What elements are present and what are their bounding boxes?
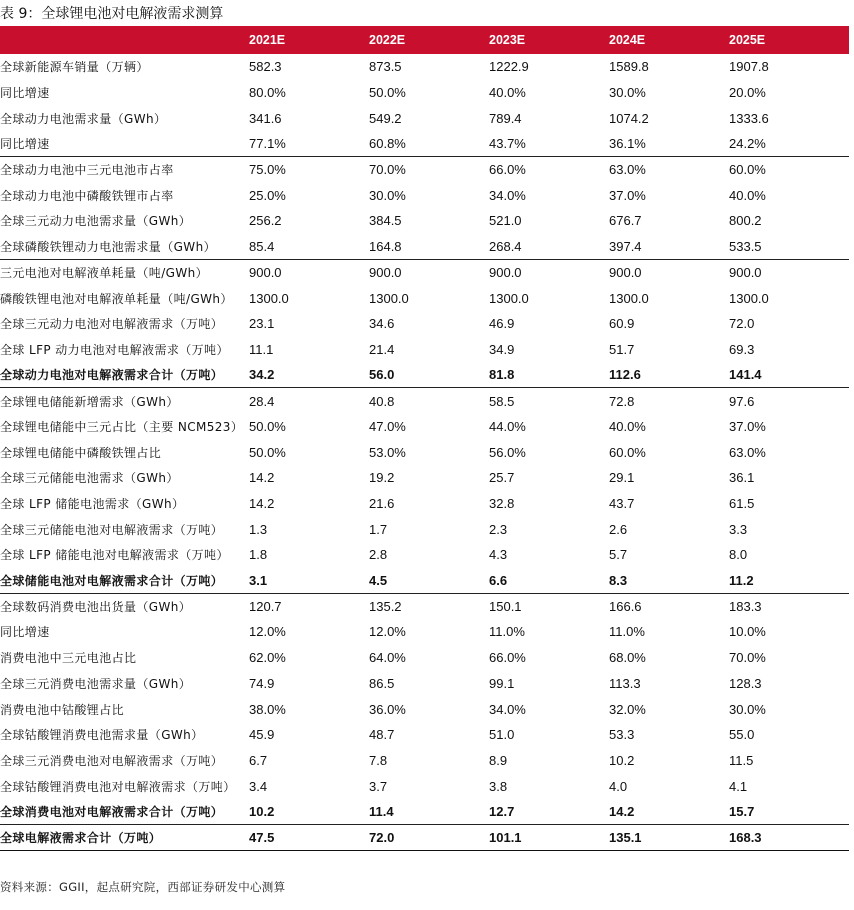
cell-value: 34.0%: [489, 701, 526, 717]
row-label: 全球三元储能电池需求（GWh）: [0, 471, 179, 486]
cell-value: 68.0%: [609, 650, 646, 666]
cell-value: 397.4: [609, 238, 642, 254]
cell-value: 37.0%: [609, 187, 646, 203]
electrolyte-demand-table: [0, 26, 849, 851]
cell-value: 112.6: [609, 367, 641, 383]
cell-value: 28.4: [249, 388, 369, 414]
row-label: 全球新能源车销量（万辆）: [0, 60, 149, 75]
table-row: [0, 105, 849, 131]
cell-value: 168.3: [729, 825, 849, 851]
cell-value: 81.8: [489, 367, 515, 383]
source-note: 资料来源：GGII，起点研究院，西部证券研发中心测算: [0, 880, 286, 894]
cell-value: 135.2: [369, 593, 489, 619]
cell-value: 3.7: [369, 778, 388, 794]
cell-value: 60.8%: [369, 136, 406, 152]
row-label: 全球锂电储能中磷酸铁锂占比: [0, 445, 162, 460]
cell-value: 12.0%: [369, 624, 406, 640]
row-label: 全球 LFP 动力电池对电解液需求（万吨）: [0, 342, 229, 357]
table-row: [0, 491, 849, 517]
table-row: [0, 696, 849, 722]
cell-value: 12.7: [489, 804, 515, 820]
table-row: [0, 131, 849, 157]
table-row: [0, 80, 849, 106]
cell-value: 789.4: [489, 110, 522, 126]
cell-value: 3.1: [249, 572, 268, 588]
cell-value: 14.2: [609, 804, 635, 820]
header-cell-2024e: 2024E: [609, 33, 646, 47]
cell-value: 60.0%: [729, 157, 849, 183]
cell-value: 341.6: [249, 110, 282, 126]
cell-value: 900.0: [249, 260, 369, 286]
cell-value: 3.4: [249, 778, 268, 794]
row-label: 全球动力电池对电解液需求合计（万吨）: [0, 368, 224, 383]
cell-value: 40.0%: [729, 187, 766, 203]
cell-value: 3.3: [729, 521, 748, 537]
table-row: [0, 234, 849, 260]
row-label: 全球动力电池中三元电池市占率: [0, 157, 249, 183]
cell-value: 50.0%: [369, 85, 406, 101]
row-label: 全球消费电池对电解液需求合计（万吨）: [0, 805, 224, 820]
cell-value: 99.1: [489, 675, 515, 691]
row-label: 全球三元消费电池需求量（GWh）: [0, 676, 192, 691]
table-row: [0, 542, 849, 568]
row-label: 全球钴酸锂消费电池对电解液需求（万吨）: [0, 779, 236, 794]
cell-value: 75.0%: [249, 157, 369, 183]
cell-value: 62.0%: [249, 650, 286, 666]
cell-value: 80.0%: [249, 85, 286, 101]
cell-value: 21.4: [369, 341, 395, 357]
header-cell-2025e: 2025E: [729, 33, 766, 47]
cell-value: 55.0: [729, 727, 755, 743]
cell-value: 8.9: [489, 752, 508, 768]
row-label: 磷酸铁锂电池对电解液单耗量（吨/GWh）: [0, 291, 233, 306]
cell-value: 5.7: [609, 547, 628, 563]
cell-value: 12.0%: [249, 624, 286, 640]
table-row: [0, 54, 849, 80]
cell-value: 1.3: [249, 521, 268, 537]
cell-value: 4.1: [729, 778, 748, 794]
cell-value: 53.3: [609, 727, 635, 743]
cell-value: 8.0: [729, 547, 748, 563]
cell-value: 1300.0: [249, 290, 289, 306]
header-cell-2021e: 2021E: [249, 33, 286, 47]
cell-value: 135.1: [609, 825, 729, 851]
row-label: 全球 LFP 储能电池对电解液需求（万吨）: [0, 548, 229, 563]
cell-value: 11.0%: [489, 624, 525, 640]
cell-value: 256.2: [249, 213, 282, 229]
table-title: 表 9：全球锂电池对电解液需求测算: [0, 6, 224, 22]
row-label: 全球三元储能电池对电解液需求（万吨）: [0, 522, 224, 537]
table-row: [0, 465, 849, 491]
table-row: [0, 157, 849, 183]
cell-value: 1300.0: [489, 290, 529, 306]
cell-value: 47.0%: [369, 418, 406, 434]
cell-value: 2.6: [609, 521, 628, 537]
table-row: [0, 182, 849, 208]
cell-value: 1300.0: [729, 290, 769, 306]
row-label: 全球锂电储能中三元占比（主要 NCM523）: [0, 419, 244, 434]
cell-value: 36.1%: [609, 136, 646, 152]
cell-value: 582.3: [249, 59, 282, 75]
row-label: 全球三元动力电池对电解液需求（万吨）: [0, 317, 224, 332]
cell-value: 60.9: [609, 316, 635, 332]
cell-value: 72.0: [729, 316, 755, 332]
table-row: [0, 439, 849, 465]
cell-value: 1222.9: [489, 59, 529, 75]
row-label: 全球 LFP 储能电池需求（GWh）: [0, 497, 185, 512]
cell-value: 11.0%: [609, 624, 645, 640]
cell-value: 1333.6: [729, 110, 769, 126]
cell-value: 40.0%: [489, 85, 526, 101]
cell-value: 38.0%: [249, 701, 286, 717]
cell-value: 43.7%: [489, 136, 526, 152]
cell-value: 63.0%: [609, 157, 729, 183]
cell-value: 44.0%: [489, 418, 526, 434]
cell-value: 800.2: [729, 213, 762, 229]
cell-value: 50.0%: [249, 444, 286, 460]
cell-value: 900.0: [369, 260, 489, 286]
cell-value: 34.6: [369, 316, 395, 332]
cell-value: 48.7: [369, 727, 395, 743]
cell-value: 141.4: [729, 367, 762, 383]
cell-value: 97.6: [729, 388, 849, 414]
table-row: [0, 568, 849, 594]
cell-value: 120.7: [249, 593, 369, 619]
table-row: [0, 208, 849, 234]
cell-value: 40.0%: [609, 418, 646, 434]
row-label: 全球动力电池中磷酸铁锂市占率: [0, 188, 174, 203]
cell-value: 51.0: [489, 727, 515, 743]
cell-value: 384.5: [369, 213, 402, 229]
table-row: [0, 362, 849, 388]
row-label: 同比增速: [0, 625, 50, 640]
cell-value: 1907.8: [729, 59, 769, 75]
cell-value: 150.1: [489, 593, 609, 619]
table-row: [0, 773, 849, 799]
cell-value: 53.0%: [369, 444, 406, 460]
cell-value: 72.8: [609, 388, 729, 414]
cell-value: 50.0%: [249, 418, 286, 434]
cell-value: 15.7: [729, 804, 755, 820]
cell-value: 183.3: [729, 593, 849, 619]
cell-value: 72.0: [369, 825, 489, 851]
cell-value: 46.9: [489, 316, 515, 332]
cell-value: 32.8: [489, 496, 515, 512]
row-label: 全球动力电池需求量（GWh）: [0, 111, 167, 126]
cell-value: 268.4: [489, 238, 522, 254]
cell-value: 30.0%: [369, 187, 406, 203]
cell-value: 19.2: [369, 470, 395, 486]
cell-value: 34.0%: [489, 187, 526, 203]
cell-value: 14.2: [249, 496, 275, 512]
cell-value: 900.0: [729, 260, 849, 286]
cell-value: 1589.8: [609, 59, 649, 75]
cell-value: 2.3: [489, 521, 508, 537]
cell-value: 11.1: [249, 341, 274, 357]
header-cell-2023e: 2023E: [489, 33, 526, 47]
cell-value: 40.8: [369, 388, 489, 414]
cell-value: 24.2%: [729, 136, 766, 152]
cell-value: 32.0%: [609, 701, 646, 717]
cell-value: 30.0%: [729, 701, 766, 717]
cell-value: 23.1: [249, 316, 275, 332]
table-row: [0, 825, 849, 851]
cell-value: 11.4: [369, 804, 394, 820]
cell-value: 29.1: [609, 470, 635, 486]
header-cell-label: [0, 26, 249, 54]
cell-value: 6.6: [489, 572, 508, 588]
cell-value: 20.0%: [729, 85, 766, 101]
cell-value: 45.9: [249, 727, 275, 743]
cell-value: 70.0%: [369, 157, 489, 183]
row-label: 消费电池中三元电池占比: [0, 651, 137, 666]
cell-value: 10.2: [609, 752, 635, 768]
cell-value: 51.7: [609, 341, 635, 357]
cell-value: 1300.0: [609, 290, 649, 306]
cell-value: 66.0%: [489, 650, 526, 666]
cell-value: 43.7: [609, 496, 635, 512]
cell-value: 1.8: [249, 547, 268, 563]
cell-value: 164.8: [369, 238, 402, 254]
cell-value: 21.6: [369, 496, 395, 512]
cell-value: 34.2: [249, 367, 275, 383]
cell-value: 521.0: [489, 213, 522, 229]
table-row: [0, 722, 849, 748]
cell-value: 7.8: [369, 752, 388, 768]
table-row: [0, 260, 849, 286]
cell-value: 8.3: [609, 572, 628, 588]
table-row: [0, 516, 849, 542]
cell-value: 873.5: [369, 59, 402, 75]
table-body: [0, 54, 849, 850]
table-row: [0, 388, 849, 414]
header-cell-2022e: 2022E: [369, 33, 406, 47]
cell-value: 69.3: [729, 341, 755, 357]
cell-value: 10.2: [249, 804, 275, 820]
table-row: [0, 799, 849, 825]
cell-value: 86.5: [369, 675, 395, 691]
cell-value: 61.5: [729, 496, 755, 512]
cell-value: 25.7: [489, 470, 515, 486]
row-label: 同比增速: [0, 137, 50, 152]
cell-value: 1.7: [369, 521, 388, 537]
cell-value: 56.0: [369, 367, 395, 383]
cell-value: 166.6: [609, 593, 729, 619]
cell-value: 25.0%: [249, 187, 286, 203]
row-label: 三元电池对电解液单耗量（吨/GWh）: [0, 260, 249, 286]
cell-value: 37.0%: [729, 418, 766, 434]
cell-value: 63.0%: [729, 444, 766, 460]
cell-value: 47.5: [249, 825, 369, 851]
cell-value: 128.3: [729, 675, 762, 691]
cell-value: 60.0%: [609, 444, 646, 460]
table-row: [0, 285, 849, 311]
cell-value: 30.0%: [609, 85, 646, 101]
row-label: 全球电解液需求合计（万吨）: [0, 825, 249, 851]
cell-value: 549.2: [369, 110, 402, 126]
cell-value: 56.0%: [489, 444, 526, 460]
cell-value: 36.0%: [369, 701, 406, 717]
cell-value: 113.3: [609, 675, 641, 691]
cell-value: 11.2: [729, 572, 754, 588]
table-row: [0, 748, 849, 774]
table-row: [0, 593, 849, 619]
cell-value: 36.1: [729, 470, 755, 486]
cell-value: 533.5: [729, 238, 762, 254]
cell-value: 10.0%: [729, 624, 766, 640]
table-row: [0, 311, 849, 337]
cell-value: 4.5: [369, 572, 388, 588]
row-label: 全球储能电池对电解液需求合计（万吨）: [0, 573, 224, 588]
cell-value: 3.8: [489, 778, 508, 794]
cell-value: 58.5: [489, 388, 609, 414]
cell-value: 1300.0: [369, 290, 409, 306]
row-label: 全球数码消费电池出货量（GWh）: [0, 593, 249, 619]
cell-value: 2.8: [369, 547, 388, 563]
row-label: 同比增速: [0, 86, 50, 101]
row-label: 全球钴酸锂消费电池需求量（GWh）: [0, 728, 204, 743]
cell-value: 900.0: [489, 260, 609, 286]
cell-value: 74.9: [249, 675, 275, 691]
table-row: [0, 414, 849, 440]
cell-value: 14.2: [249, 470, 275, 486]
cell-value: 64.0%: [369, 650, 406, 666]
cell-value: 1074.2: [609, 110, 649, 126]
row-label: 全球三元消费电池对电解液需求（万吨）: [0, 753, 224, 768]
cell-value: 101.1: [489, 825, 609, 851]
table-row: [0, 337, 849, 363]
cell-value: 77.1%: [249, 136, 286, 152]
cell-value: 6.7: [249, 752, 268, 768]
table-header-row: [0, 26, 849, 54]
cell-value: 85.4: [249, 238, 275, 254]
cell-value: 70.0%: [729, 650, 766, 666]
row-label: 消费电池中钴酸锂占比: [0, 702, 125, 717]
table-row: [0, 671, 849, 697]
row-label: 全球三元动力电池需求量（GWh）: [0, 214, 192, 229]
cell-value: 66.0%: [489, 157, 609, 183]
cell-value: 11.5: [729, 752, 754, 768]
cell-value: 900.0: [609, 260, 729, 286]
cell-value: 4.0: [609, 778, 628, 794]
table-row: [0, 645, 849, 671]
cell-value: 4.3: [489, 547, 508, 563]
cell-value: 676.7: [609, 213, 642, 229]
row-label: 全球锂电储能新增需求（GWh）: [0, 388, 249, 414]
table-row: [0, 619, 849, 645]
row-label: 全球磷酸铁锂动力电池需求量（GWh）: [0, 239, 216, 254]
cell-value: 34.9: [489, 341, 515, 357]
